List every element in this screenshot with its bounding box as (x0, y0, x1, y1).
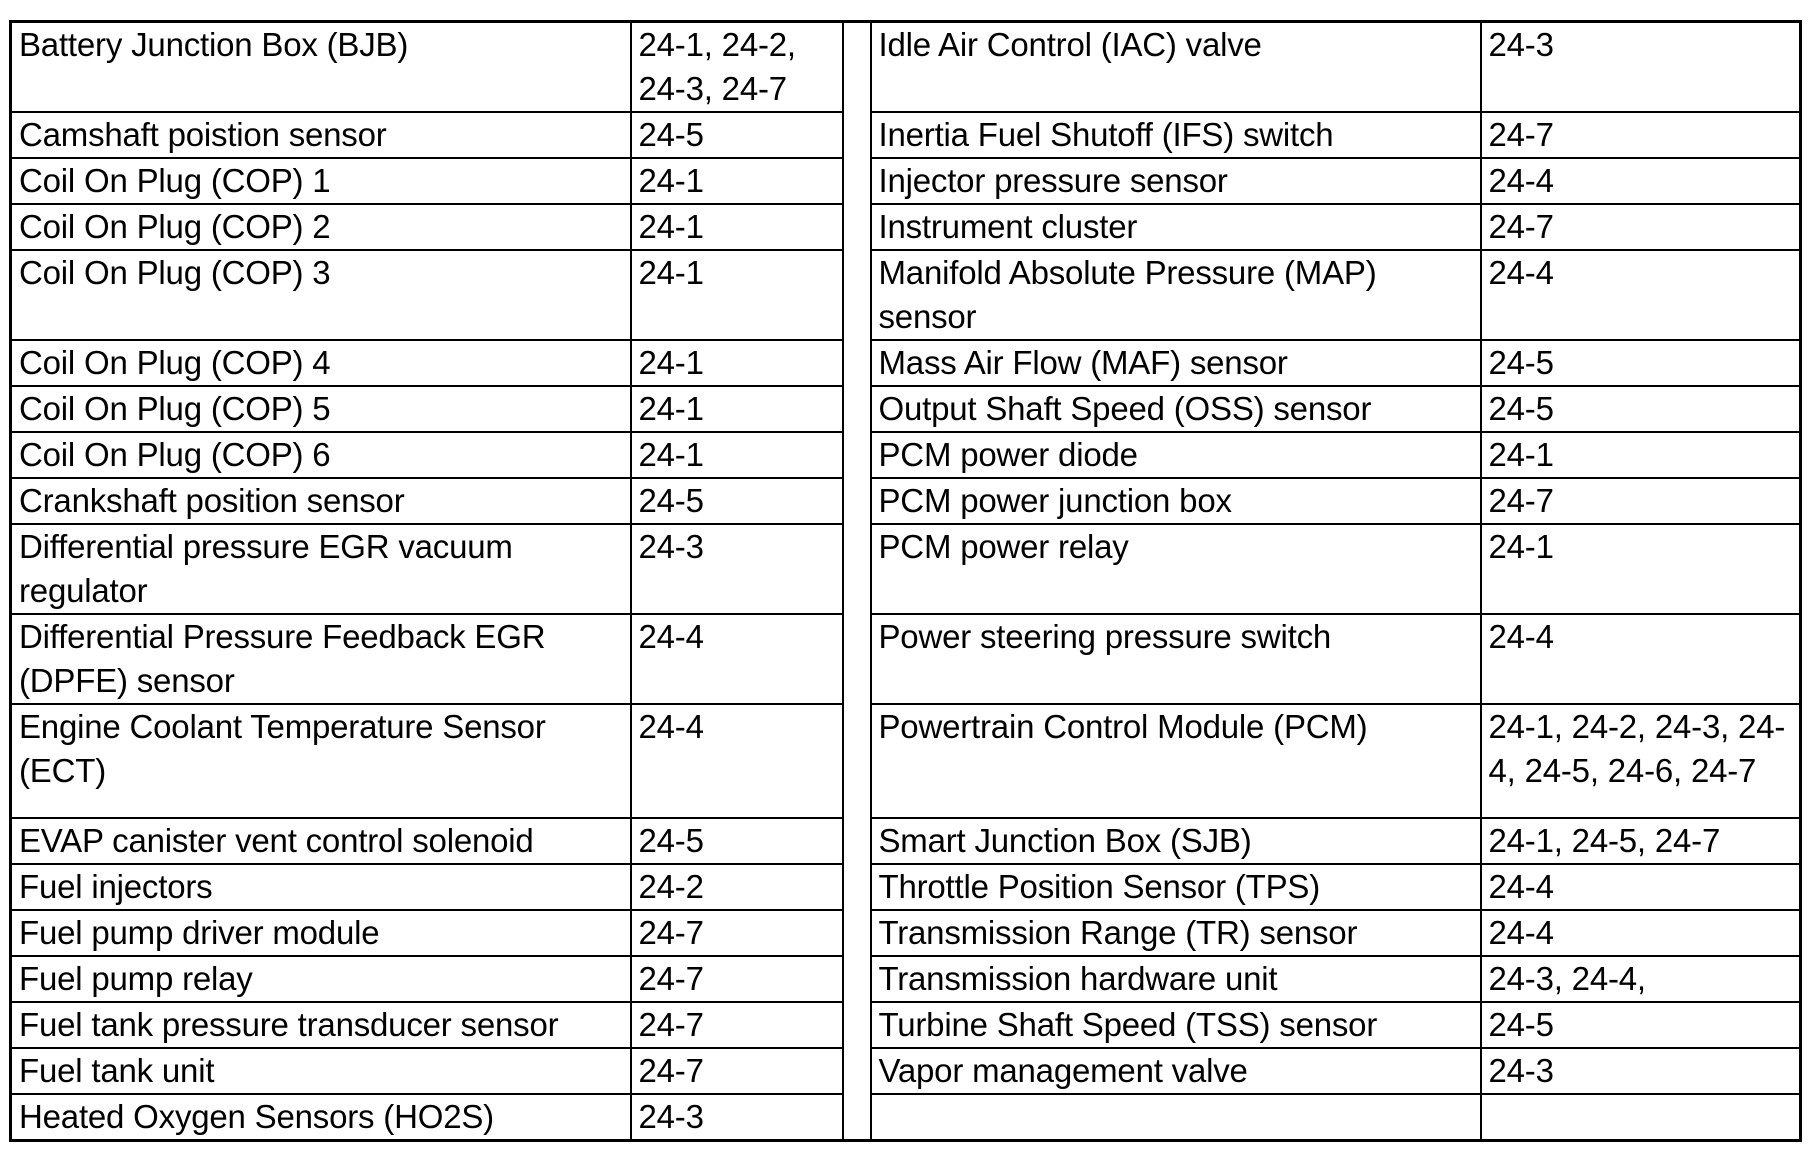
right-component-name: Powertrain Control Module (PCM) (871, 704, 1481, 818)
table-row (11, 204, 1801, 250)
left-figure-reference: 24-1 (631, 250, 843, 340)
column-gap (843, 704, 871, 818)
right-figure-reference: 24-4 (1481, 158, 1801, 204)
left-figure-reference: 24-7 (631, 1048, 843, 1094)
right-figure-reference: 24-5 (1481, 340, 1801, 386)
table-row (11, 910, 1801, 956)
right-component-name: Output Shaft Speed (OSS) sensor (871, 386, 1481, 432)
table-row (11, 250, 1801, 340)
right-figure-reference: 24-7 (1481, 112, 1801, 158)
table-row (11, 112, 1801, 158)
left-figure-reference: 24-3 (631, 524, 843, 614)
right-figure-reference: 24-5 (1481, 1002, 1801, 1048)
right-component-name (871, 1094, 1481, 1141)
column-gap (843, 340, 871, 386)
component-location-index-table (9, 20, 1802, 1142)
left-figure-reference: 24-7 (631, 1002, 843, 1048)
column-gap (843, 864, 871, 910)
table-row (11, 818, 1801, 864)
left-component-name: Coil On Plug (COP) 5 (11, 386, 631, 432)
left-figure-reference: 24-7 (631, 910, 843, 956)
column-gap (843, 1048, 871, 1094)
right-component-name: Throttle Position Sensor (TPS) (871, 864, 1481, 910)
column-gap (843, 1094, 871, 1141)
left-figure-reference: 24-1 (631, 432, 843, 478)
right-component-name: Idle Air Control (IAC) valve (871, 22, 1481, 113)
table-row (11, 864, 1801, 910)
column-gap (843, 1002, 871, 1048)
left-component-name: Coil On Plug (COP) 2 (11, 204, 631, 250)
right-figure-reference: 24-3 (1481, 1048, 1801, 1094)
column-gap (843, 432, 871, 478)
right-figure-reference: 24-1, 24-5, 24-7 (1481, 818, 1801, 864)
left-component-name: Coil On Plug (COP) 6 (11, 432, 631, 478)
left-figure-reference: 24-1 (631, 386, 843, 432)
left-figure-reference: 24-5 (631, 112, 843, 158)
right-figure-reference: 24-3 (1481, 22, 1801, 113)
right-component-name: Instrument cluster (871, 204, 1481, 250)
left-figure-reference: 24-4 (631, 704, 843, 818)
table-row (11, 524, 1801, 614)
left-component-name: Fuel tank pressure transducer sensor (11, 1002, 631, 1048)
left-figure-reference: 24-4 (631, 614, 843, 704)
right-component-name: Inertia Fuel Shutoff (IFS) switch (871, 112, 1481, 158)
table-row (11, 614, 1801, 704)
left-figure-reference: 24-7 (631, 956, 843, 1002)
left-figure-reference: 24-5 (631, 818, 843, 864)
column-gap (843, 524, 871, 614)
column-gap (843, 112, 871, 158)
table-row (11, 956, 1801, 1002)
right-figure-reference: 24-7 (1481, 204, 1801, 250)
left-component-name: Fuel injectors (11, 864, 631, 910)
left-figure-reference: 24-3 (631, 1094, 843, 1141)
table-row (11, 386, 1801, 432)
left-figure-reference: 24-1 (631, 204, 843, 250)
column-gap (843, 910, 871, 956)
left-component-name: Coil On Plug (COP) 4 (11, 340, 631, 386)
column-gap (843, 250, 871, 340)
right-figure-reference: 24-1, 24-2, 24-3, 24-4, 24-5, 24-6, 24-7 (1481, 704, 1801, 818)
right-figure-reference (1481, 1094, 1801, 1141)
right-component-name: Power steering pressure switch (871, 614, 1481, 704)
left-component-name: EVAP canister vent control solenoid (11, 818, 631, 864)
table-row (11, 704, 1801, 818)
column-gap (843, 204, 871, 250)
right-component-name: Transmission hardware unit (871, 956, 1481, 1002)
right-figure-reference: 24-3, 24-4, (1481, 956, 1801, 1002)
left-component-name: Fuel pump driver module (11, 910, 631, 956)
right-component-name: PCM power relay (871, 524, 1481, 614)
column-gap (843, 386, 871, 432)
right-figure-reference: 24-1 (1481, 432, 1801, 478)
right-figure-reference: 24-7 (1481, 478, 1801, 524)
table-row (11, 1094, 1801, 1141)
right-figure-reference: 24-1 (1481, 524, 1801, 614)
left-component-name: Coil On Plug (COP) 1 (11, 158, 631, 204)
left-component-name: Heated Oxygen Sensors (HO2S) (11, 1094, 631, 1141)
right-figure-reference: 24-4 (1481, 910, 1801, 956)
right-component-name: Manifold Absolute Pressure (MAP) sensor (871, 250, 1481, 340)
table-body (11, 22, 1801, 1141)
table-row (11, 22, 1801, 113)
column-gap (843, 158, 871, 204)
column-gap (843, 956, 871, 1002)
left-component-name: Differential Pressure Feedback EGR (DPFE) sensor (11, 614, 631, 704)
right-figure-reference: 24-4 (1481, 864, 1801, 910)
left-component-name: Battery Junction Box (BJB) (11, 22, 631, 113)
column-gap (843, 478, 871, 524)
table-row (11, 158, 1801, 204)
column-gap (843, 22, 871, 113)
left-component-name: Coil On Plug (COP) 3 (11, 250, 631, 340)
right-component-name: Injector pressure sensor (871, 158, 1481, 204)
left-figure-reference: 24-5 (631, 478, 843, 524)
table-row (11, 478, 1801, 524)
right-component-name: Vapor management valve (871, 1048, 1481, 1094)
table-row (11, 1048, 1801, 1094)
left-component-name: Fuel tank unit (11, 1048, 631, 1094)
right-figure-reference: 24-4 (1481, 250, 1801, 340)
right-component-name: Transmission Range (TR) sensor (871, 910, 1481, 956)
right-component-name: Turbine Shaft Speed (TSS) sensor (871, 1002, 1481, 1048)
right-component-name: PCM power diode (871, 432, 1481, 478)
left-figure-reference: 24-1, 24-2, 24-3, 24-7 (631, 22, 843, 113)
column-gap (843, 818, 871, 864)
right-component-name: Mass Air Flow (MAF) sensor (871, 340, 1481, 386)
left-figure-reference: 24-2 (631, 864, 843, 910)
left-component-name: Crankshaft position sensor (11, 478, 631, 524)
right-figure-reference: 24-4 (1481, 614, 1801, 704)
right-component-name: Smart Junction Box (SJB) (871, 818, 1481, 864)
table-row (11, 432, 1801, 478)
left-figure-reference: 24-1 (631, 158, 843, 204)
left-component-name: Fuel pump relay (11, 956, 631, 1002)
left-component-name: Engine Coolant Temperature Sensor (ECT) (11, 704, 631, 818)
left-component-name: Differential pressure EGR vacuum regulator (11, 524, 631, 614)
left-figure-reference: 24-1 (631, 340, 843, 386)
right-component-name: PCM power junction box (871, 478, 1481, 524)
table-row (11, 340, 1801, 386)
column-gap (843, 614, 871, 704)
right-figure-reference: 24-5 (1481, 386, 1801, 432)
left-component-name: Camshaft poistion sensor (11, 112, 631, 158)
table-row (11, 1002, 1801, 1048)
